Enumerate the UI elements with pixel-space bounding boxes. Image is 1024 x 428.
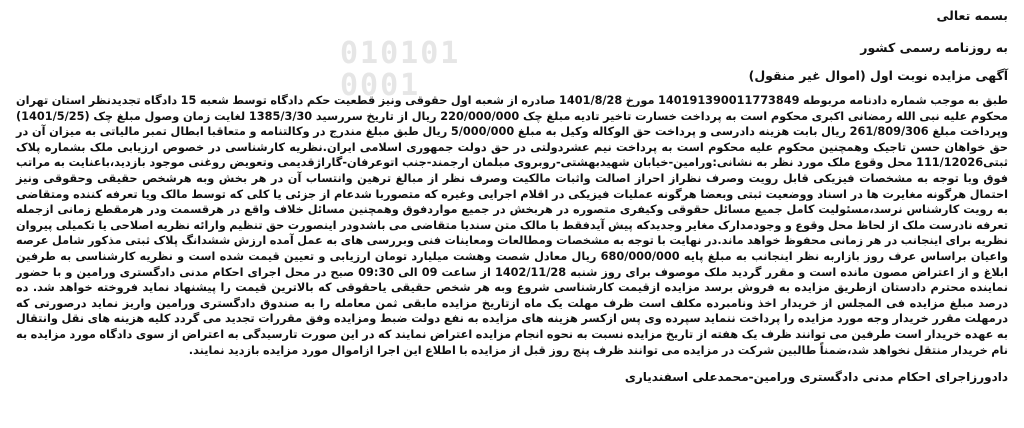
bismillah-heading: بسمه تعالی xyxy=(936,8,1008,23)
notice-title: آگهی مزایده نوبت اول (اموال غیر منقول) xyxy=(748,68,1008,83)
watermark-line-2: 0001 xyxy=(340,68,421,103)
signature-line: دادورزاجرای احکام مدنی دادگستری ورامین-محمدعلی اسفندیاری xyxy=(624,370,1008,385)
newspaper-line: به روزنامه رسمی کشور xyxy=(860,40,1008,55)
watermark-line-1: 010101 xyxy=(340,36,461,71)
notice-body: طبق به موجب شماره دادنامه مربوطه 140191390011773849 مورخ 1401/8/28 صادره از شعبه اول حقوقی ونیز قطعیت حکم دادگاه توسط شعبه 15 دادگاه تجدیدنظر استان تهران محکوم علیه نبی الله رمضانی اکبری محکوم است به پرداخت خسارت تاخیر تادیه مبلغ چک 220/000/000 ریال از تاریخ سررسید 1385/3/30 لغایت زمان وصول مبلغ چک (1401/5/25) وپرداخت مبلغ 261/809/306 ریال بابت هزینه دادرسی و پرداخت حق الوکاله وکیل به مبلغ 5/000/000 ریال طبق مبلغ مندرج در وکالتنامه و متعاقبا ابطال تمبر مالیاتی به میزان آن در حق خواهان حسن تاجیک وهمچنین محکوم علیه محکوم است به پرداخت نیم عشردولتی در حق دولت جمهوری اسلامی ایران.نظریه کارشناسی در خصوص ارزیابی ملک بشماره پلاک ثبتی111/12026 محل وقوع ملک مورد نظر به نشانی:ورامین-خیابان شهیدبهشتی-روبروی مبلمان ارجمند-جنب اتوعرفان-گاراژقدیمی وتعویض روغنی موجود بازدید،باعنایت به مراتب فوق وبا توجه به مشخصات فیزیکی قابل رویت وصرف نظراز احراز اصالت واثبات مالکیت وصرف نظر از مبالغ ترهین وانتساب آن در هر بخش وبه هرشخص حقیقی وحقوقی ونیز احتمال هرگونه مغایرت ها در اسناد ووضعیت ثبتی وبعضا هرگونه عملیات فیزیکی در اقلام اجرایی وغیره که متصوربا شدعام از جزئی یا کلی که توسط مالک ویا تعرفه کننده ومتقاضی به رویت کارشناس نرسد،مسئولیت کامل جمیع مسائل حقوقی وکیفری متصوره در هربخش در جمیع مواردفوق وهمچنین مسائل خلاف واقع در هرقسمت ودر هرمقطع زمانی ازجمله تعرفه نادرست ملک از لحاظ محل وقوع و وجودمدارک مغایر وجدیدکه پیش آیدفقط با مالک متن سندیا متقاضی می باشدودر اینصورت حق تنظیم وارائه نظریه اصلاحی یا تکمیلی پیروان نظریه برای اینجانب در هر زمانی محفوظ خواهد ماند.در نهایت با توجه به مشخصات ومطالعات ومعاینات فنی وبررسی های به عمل آمده ارزش ششدانگ پلاک ثبتی مذکور شامل عرصه واعیان براساس عرف روز بازاربه نظر اینجانب به مبلغ پایه 680/000/000 ریال معادل شصت وهشت میلیارد تومان ارزیابی و تعیین قیمت شده است و نظریه کارشناسی به طرفین ابلاغ و از اعتراض مصون مانده است و مقرر گردید ملک موصوف برای روز شنبه 1402/11/28 از ساعت 09 الی 09:30 صبح در محل اجرای احکام مدنی دادگستری ورامین و با حضور نماینده محترم دادستان ازطریق مزایده به فروش برسد مزایده ازقیمت کارشناسی شروع وبه هر شخص حقیقی یاحقوقی که بالاترین قیمت را پیشنهاد نماید فروخته خواهد شد. ده درصد مبلغ مزایده فی المجلس از خریدار اخذ ونامبرده مکلف است ظرف مهلت یک ماه ازتاریخ مزایده مابقی ثمن معامله را به صندوق دادگستری ورامین واریز نماید درصورتی که درمهلت مقرر خریدار وجه مورد مزایده را پرداخت ننماید سپرده وی پس ازکسر هزینه های مزایده به نفع دولت ضبط ومزایده وفق مقررات تجدید می گردد کلیه هزینه های نقل وانتقال به عهده خریدار است طرفین می توانند ظرف یک هفته از تاریخ مزایده نسبت به نحوه انجام مزایده اعتراض نمایند که در این صورت تارسیدگی به اعتراض از سوی دادگاه مورد مزایده به نام خریدار منتقل نخواهد شد،ضمناً طالبین شرکت در مزایده می توانند ظرف پنج روز قبل از مزایده با اطلاع این اجرا ازاموال مورد مزایده بازدید نمایند. xyxy=(16,94,1009,357)
